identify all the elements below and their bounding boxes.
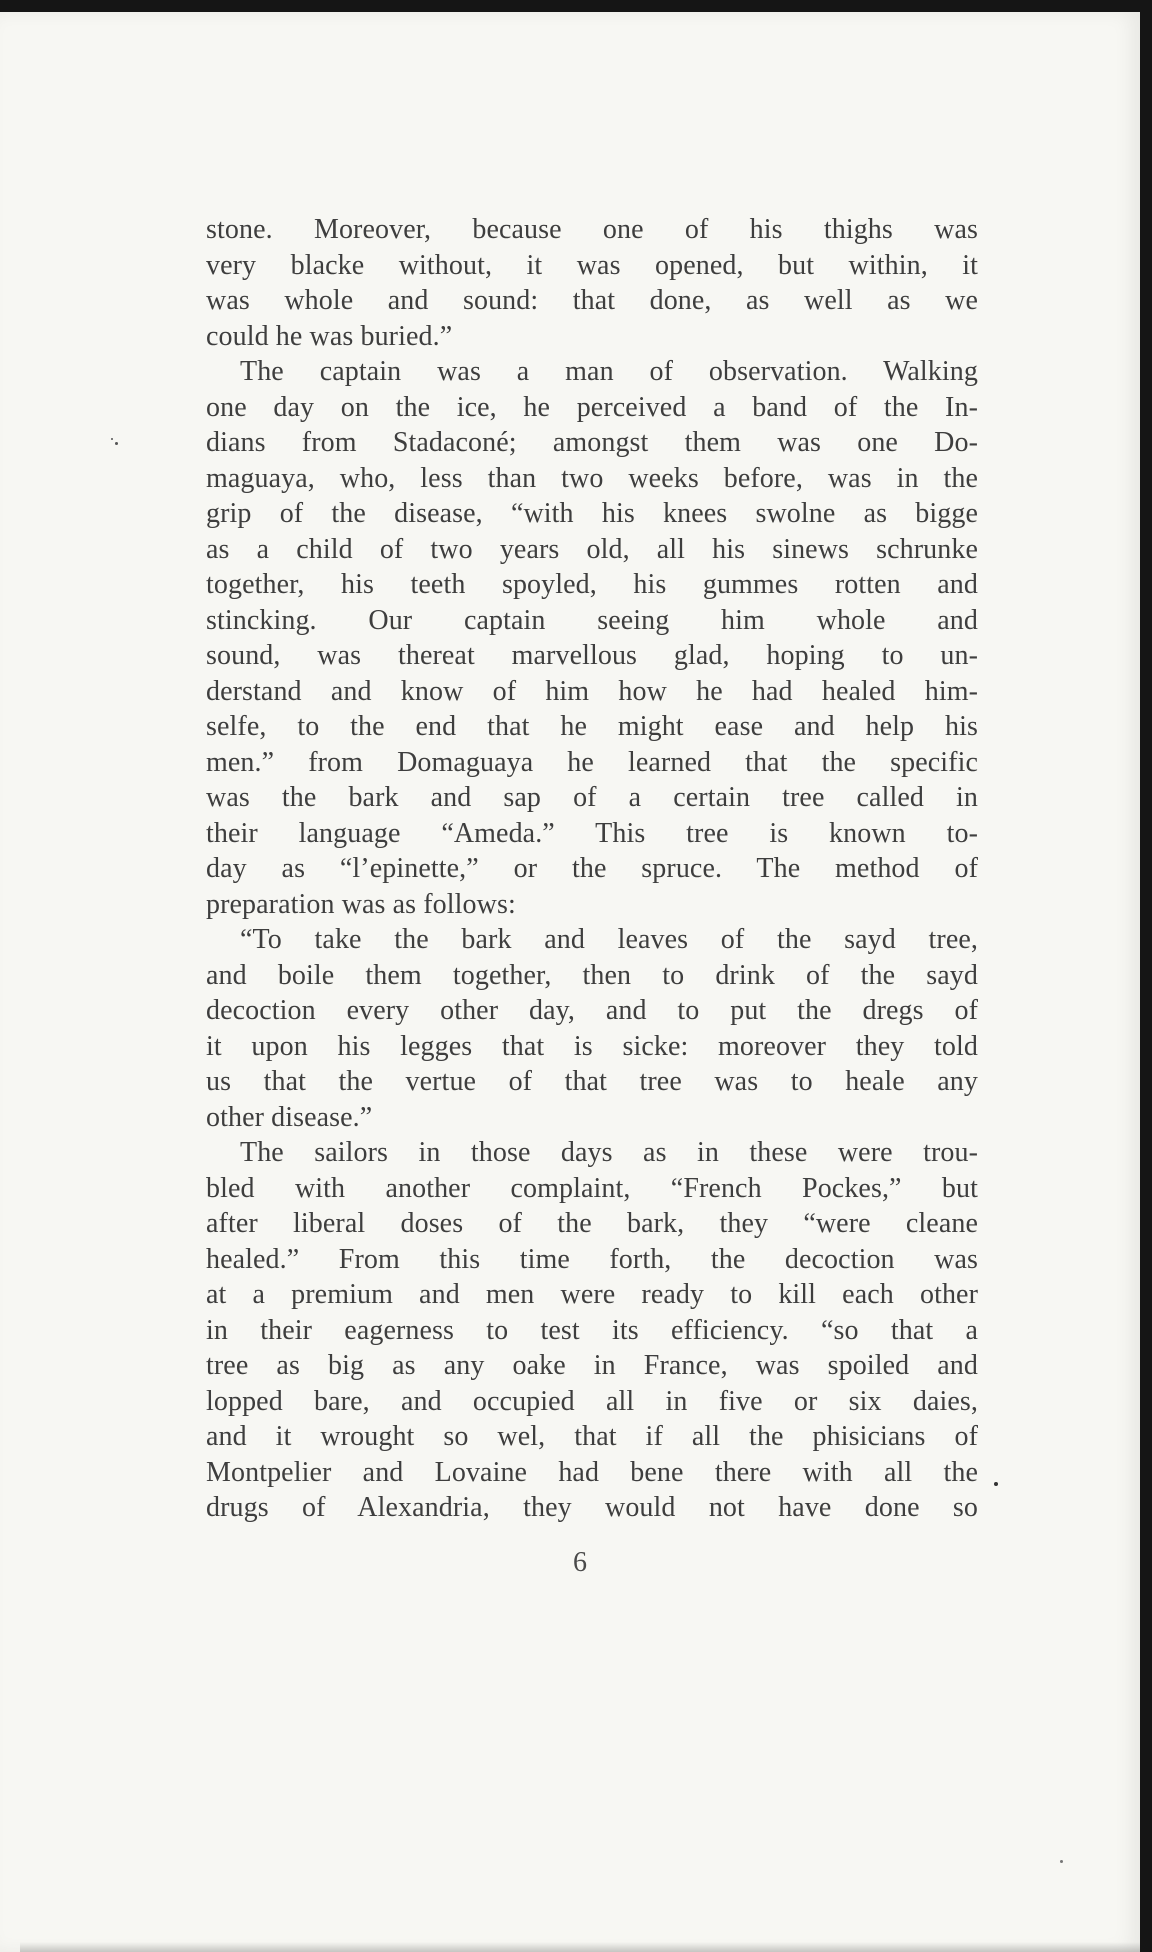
text-line: and it wrought so wel, that if all the phisicians of <box>206 1421 978 1452</box>
text-line: tree as big as any oake in France, was spoiled and <box>206 1350 978 1381</box>
page-number: 6 <box>573 1547 587 1578</box>
scan-right-border <box>1140 0 1152 1952</box>
text-line: after liberal doses of the bark, they “were cleane <box>206 1208 978 1239</box>
text-line: men.” from Domaguaya he learned that the specific <box>206 746 978 778</box>
text-line: could he was buried.” <box>206 320 453 352</box>
paper-speck <box>994 1482 998 1486</box>
text-line: “To take the bark and leaves of the sayd tree, <box>240 924 978 955</box>
text-line: grip of the disease, “with his knees swolne as bigge <box>206 498 978 529</box>
text-line: in their eagerness to test its efficiency. “so that a <box>206 1314 978 1346</box>
text-line: preparation was as follows: <box>206 888 516 920</box>
text-line: Montpelier and Lovaine had bene there with all the <box>206 1456 978 1488</box>
text-line: together, his teeth spoyled, his gummes rotten and <box>206 569 978 600</box>
text-line: it upon his legges that is sicke: moreover they told <box>206 1030 978 1062</box>
text-line: drugs of Alexandria, they would not have done so <box>206 1492 978 1523</box>
text-line: dians from Stadaconé; amongst them was one Do- <box>206 427 978 458</box>
text-line: and boile them together, then to drink of the sayd <box>206 959 978 991</box>
text-line: as a child of two years old, all his sinews schrunke <box>206 533 978 565</box>
text-line: their language “Ameda.” This tree is known to- <box>206 817 978 849</box>
text-line: was the bark and sap of a certain tree called in <box>206 782 978 813</box>
text-line: bled with another complaint, “French Pockes,” but <box>206 1172 978 1204</box>
text-line: day as “l’epinette,” or the spruce. The method of <box>206 853 978 884</box>
text-line: was whole and sound: that done, as well as we <box>206 285 978 316</box>
text-line: lopped bare, and occupied all in five or six daies, <box>206 1385 978 1417</box>
text-line: stone. Moreover, because one of his thighs was <box>206 214 978 245</box>
body-text <box>206 212 978 1526</box>
text-line: selfe, to the end that he might ease and help his <box>206 711 978 742</box>
scan-top-border <box>0 0 1152 12</box>
text-line: one day on the ice, he perceived a band of the In- <box>206 391 978 423</box>
text-line: The captain was a man of observation. Walking <box>240 356 978 387</box>
text-line: maguaya, who, less than two weeks before, was in the <box>206 462 978 494</box>
text-line: very blacke without, it was opened, but within, it <box>206 249 978 281</box>
text-line: The sailors in those days as in these were trou- <box>240 1137 978 1168</box>
text-line: sound, was thereat marvellous glad, hoping to un- <box>206 640 978 671</box>
text-line: at a premium and men were ready to kill each other <box>206 1279 978 1310</box>
text-line: healed.” From this time forth, the decoction was <box>206 1243 978 1275</box>
text-line: us that the vertue of that tree was to heale any <box>206 1066 978 1097</box>
paper-speck <box>115 442 118 445</box>
text-line: decoction every other day, and to put the dregs of <box>206 995 978 1026</box>
page-bottom-shadow <box>20 1942 1140 1952</box>
text-line: stincking. Our captain seeing him whole and <box>206 604 978 636</box>
paper-speck <box>111 438 113 440</box>
text-line: other disease.” <box>206 1101 373 1133</box>
text-line: derstand and know of him how he had healed him- <box>206 675 978 707</box>
paper-speck <box>1060 1860 1063 1863</box>
